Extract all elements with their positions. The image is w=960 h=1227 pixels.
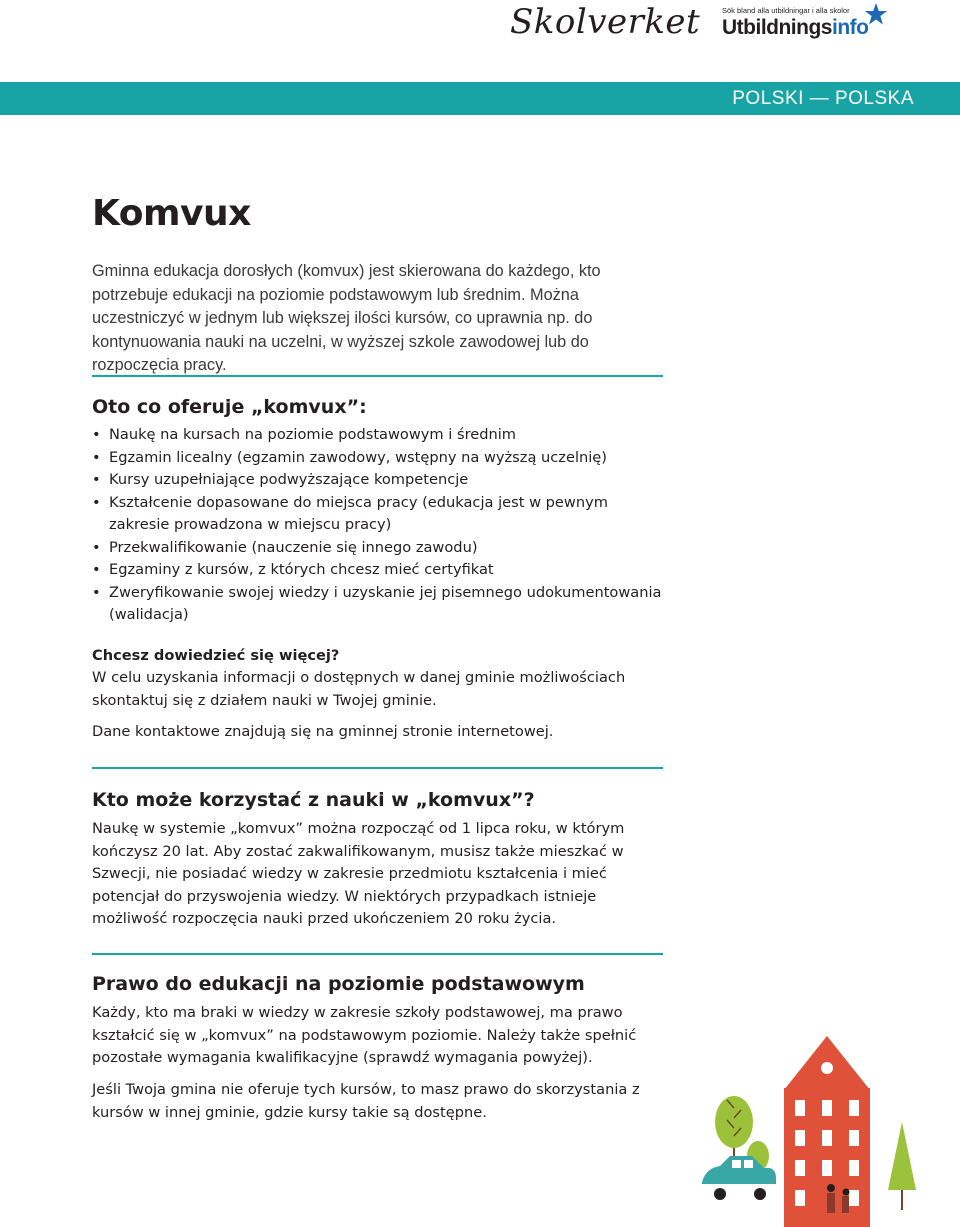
who-paragraph: Naukę w systemie „komvux” można rozpocząć od 1 lipca roku, w którym kończysz 20 lat. Aby zostać zakwalifikowanym, musisz także mieszkać w Szwecji, nie posiadać wiedzy w zakresie przedmiotu kształcenia i mieć potencjał do przyswojenia wiedzy. W niektórych przypadkach istnieje możliwość rozpoczęcia nauki przed ukończeniem 20 roku życia. xyxy=(92,820,625,927)
utbildningsinfo-tagline: Sök bland alla utbildningar i alla skolor xyxy=(722,6,850,15)
list-item: • Kursy uzupełniające podwyższające kompetencje xyxy=(92,469,667,492)
list-item: • Przekwalifikowanie (nauczenie się innego zawodu) xyxy=(92,537,667,560)
list-item: • Egzamin licealny (egzamin zawodowy, wstępny na wyższą uczelnię) xyxy=(92,447,667,470)
utbildningsinfo-wordmark: Utbildningsinfo xyxy=(722,16,869,39)
list-item: • Naukę na kursach na poziomie podstawowym i średnim xyxy=(92,424,667,447)
offer-heading: Oto co oferuje „komvux”: xyxy=(92,396,367,418)
more-info-text: W celu uzyskania informacji o dostępnych w danej gminie możliwościach skontaktuj się z działem nauki w Twojej gminie. xyxy=(92,669,626,709)
town-illustration xyxy=(700,1030,960,1227)
list-item: • Zweryfikowanie swojej wiedzy i uzyskanie jej pisemnego udokumentowania (walidacja) xyxy=(92,582,667,627)
right-paragraph-1: Każdy, kto ma braki w wiedzy w zakresie szkoły podstawowej, ma prawo kształcić się w „komvux” na podstawowym poziomie. Należy także spełnić pozostałe wymagania kwalifikacyjne (sprawdź wymagania powyżej). xyxy=(92,1004,637,1066)
intro-paragraph: Gminna edukacja dorosłych (komvux) jest skierowana do każdego, kto potrzebuje edukacji na poziomie podstawowym lub średnim. Można uczestniczyć w jednym lub większej ilości kursów, co uprawnia np. do kontynuowania nauki na uczelni, w wyższej szkole zawodowej lub do rozpoczęcia pracy. xyxy=(92,262,601,374)
section-divider xyxy=(92,767,663,769)
section-divider xyxy=(92,953,663,955)
right-paragraph-2: Jeśli Twoja gmina nie oferuje tych kursów, to masz prawo do skorzystania z kursów w innej gminie, gdzie kursy takie są dostępne. xyxy=(92,1081,640,1121)
offer-list xyxy=(92,424,667,627)
tree-icon xyxy=(888,1122,916,1210)
who-heading: Kto może korzystać z nauki w „komvux”? xyxy=(92,789,535,811)
list-item: • Egzaminy z kursów, z których chcesz mieć certyfikat xyxy=(92,559,667,582)
contact-info-text: Dane kontaktowe znajdują się na gminnej stronie internetowej. xyxy=(92,723,554,740)
language-bar xyxy=(0,82,960,115)
star-icon xyxy=(864,2,888,26)
tree-icon xyxy=(715,1096,753,1160)
language-label: POLSKI — POLSKA xyxy=(732,88,914,109)
right-heading: Prawo do edukacji na poziomie podstawowym xyxy=(92,973,585,995)
page-title: Komvux xyxy=(92,193,251,234)
section-divider xyxy=(92,375,663,377)
utbildningsinfo-logo xyxy=(722,6,922,46)
more-info-heading: Chcesz dowiedzieć się więcej? xyxy=(92,647,340,664)
list-item: • Kształcenie dopasowane do miejsca pracy (edukacja jest w pewnym zakresie prowadzona w miejscu pracy) xyxy=(92,492,667,537)
skolverket-logo: Skolverket xyxy=(510,2,701,42)
